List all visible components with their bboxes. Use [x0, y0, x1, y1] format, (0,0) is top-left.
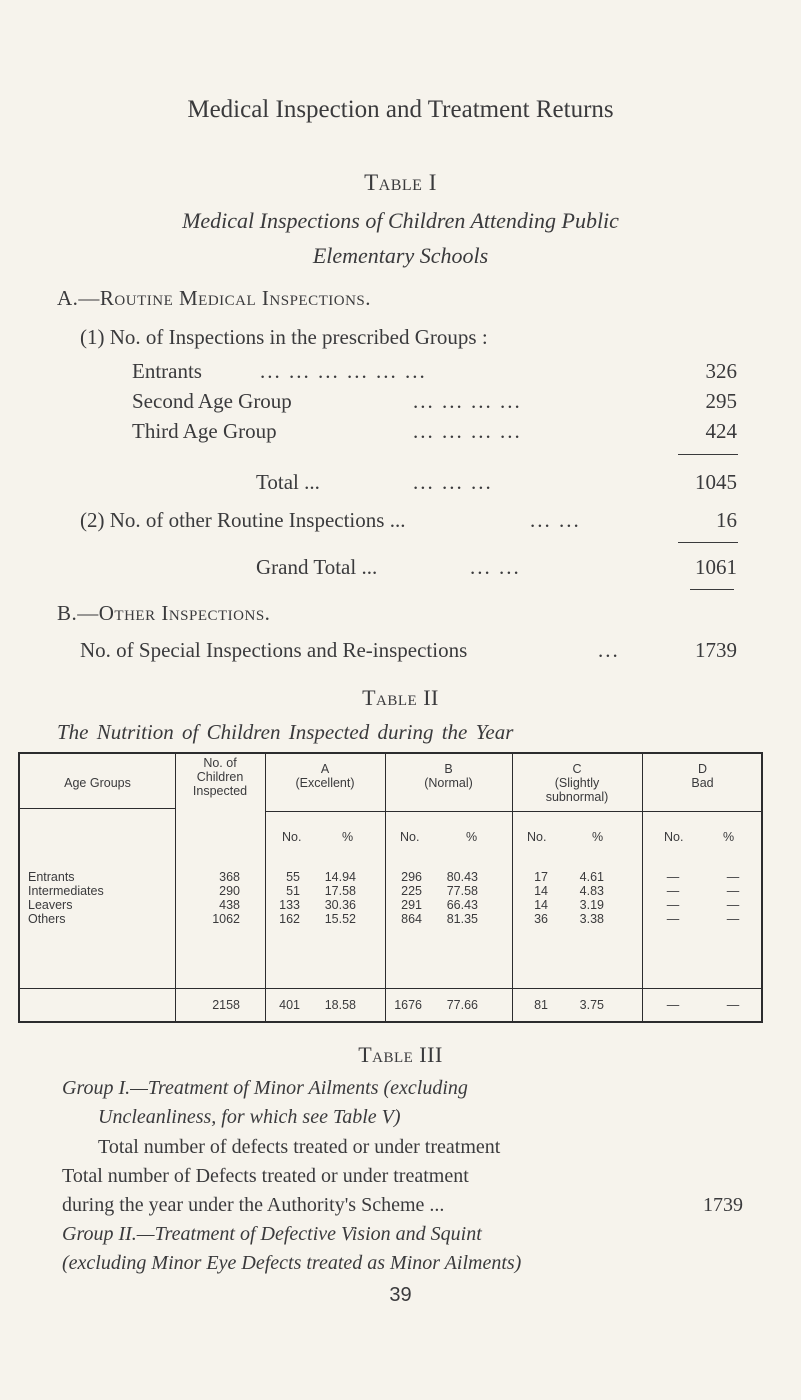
section-b-heading: B.—Other Inspections. — [57, 601, 271, 625]
section-a-heading: A.—Routine Medical Inspections. — [57, 286, 371, 310]
cell-children: 438 — [219, 898, 240, 912]
cell-c-no: 14 — [534, 898, 548, 912]
grand-total-value: 1061 — [695, 555, 737, 579]
subheader-b-no: No. — [400, 830, 420, 844]
header-a — [265, 762, 385, 790]
cell-d-no: — — [666, 884, 680, 898]
cell-b-no: 225 — [401, 884, 422, 898]
table1-subtitle-line1: Medical Inspections of Children Attending Public — [182, 208, 619, 233]
header-b-l2: (Normal) — [424, 776, 473, 790]
total-b-no: 1676 — [394, 998, 422, 1012]
cell-children: 1062 — [212, 912, 240, 926]
total-d-no: — — [666, 998, 680, 1012]
header-no-children — [175, 756, 265, 798]
cell-b-pct: 80.43 — [446, 870, 478, 884]
item2-label: (2) No. of other Routine Inspections ... — [80, 508, 406, 532]
header-c — [512, 762, 642, 804]
running-title: Medical Inspection and Treatment Returns — [187, 96, 614, 123]
total-c-no: 81 — [534, 998, 548, 1012]
subheader-d-no: No. — [664, 830, 684, 844]
cell-group: Intermediates — [28, 884, 104, 898]
table3-heading: Table III — [358, 1042, 443, 1067]
group-entrants-dots: ... ... ... ... ... ... — [260, 359, 427, 383]
group1-line2: Uncleanliness, for which see Table V) — [98, 1106, 401, 1128]
header-c-l3: subnormal) — [545, 790, 609, 804]
cell-children: 290 — [219, 884, 240, 898]
cell-b-pct: 77.58 — [446, 884, 478, 898]
group-entrants-label: Entrants — [132, 359, 202, 383]
group-second-age-dots: ... ... ... ... — [413, 389, 522, 413]
total-a-pct: 18.58 — [324, 998, 356, 1012]
header-a-l2: (Excellent) — [295, 776, 355, 790]
cell-a-pct: 30.36 — [324, 898, 356, 912]
cell-d-pct: — — [726, 870, 740, 884]
grand-total-underline — [690, 589, 734, 590]
cell-c-pct: 3.19 — [579, 898, 604, 912]
group-third-age-dots: ... ... ... ... — [413, 419, 522, 443]
cell-d-no: — — [666, 912, 680, 926]
cell-d-no: — — [666, 870, 680, 884]
header-b-l1: B — [444, 762, 453, 776]
header-no-children-l1: No. of — [203, 756, 237, 770]
subtotal-rule — [678, 454, 738, 455]
subheader-b-pct: % — [466, 830, 478, 844]
subheader-c-pct: % — [592, 830, 604, 844]
table2-heading: Table II — [362, 685, 439, 710]
page-number: 39 — [389, 1284, 412, 1306]
subheader-c-no: No. — [527, 830, 547, 844]
group1-line1: Group I.—Treatment of Minor Ailments (excluding — [62, 1077, 468, 1099]
header-c-l1: C — [572, 762, 582, 776]
cell-d-no: — — [666, 898, 680, 912]
table3-text-line1: Total number of defects treated or under treatment — [98, 1136, 501, 1158]
cell-a-no: 133 — [279, 898, 300, 912]
grand-total-rule — [678, 542, 738, 543]
group-second-age-value: 295 — [705, 389, 737, 413]
cell-b-no: 291 — [401, 898, 422, 912]
group2-line1: Group II.—Treatment of Defective Vision and Squint — [62, 1223, 482, 1245]
col-divider-5 — [642, 754, 643, 1021]
header-d-l2: Bad — [691, 776, 714, 790]
cell-b-no: 296 — [401, 870, 422, 884]
header-c-l2: (Slightly — [554, 776, 600, 790]
special-label: No. of Special Inspections and Re-inspections — [80, 638, 468, 662]
cell-a-pct: 14.94 — [324, 870, 356, 884]
special-value: 1739 — [695, 638, 737, 662]
subheader-d-pct: % — [723, 830, 735, 844]
total-d-pct: — — [726, 998, 740, 1012]
cell-b-no: 864 — [401, 912, 422, 926]
total-label: Total ... — [256, 470, 320, 494]
table3-text-line2: Total number of Defects treated or under treatment — [62, 1165, 469, 1187]
item2-dots: ... ... — [530, 508, 581, 532]
cell-group: Leavers — [28, 898, 73, 912]
cell-a-pct: 17.58 — [324, 884, 356, 898]
cell-c-no: 14 — [534, 884, 548, 898]
total-a-no: 401 — [279, 998, 300, 1012]
cell-children: 368 — [219, 870, 240, 884]
header-a-l1: A — [320, 762, 330, 776]
header-rule-left — [20, 808, 175, 809]
col-divider-3 — [385, 754, 386, 1021]
cell-c-no: 36 — [534, 912, 548, 926]
item2-value: 16 — [716, 508, 737, 532]
group-entrants-value: 326 — [705, 359, 737, 383]
cell-c-pct: 4.83 — [579, 884, 604, 898]
group2-line2: (excluding Minor Eye Defects treated as Minor Ailments) — [62, 1252, 522, 1274]
header-no-children-l3: Inspected — [192, 784, 248, 798]
cell-a-no: 51 — [286, 884, 300, 898]
total-value: 1045 — [695, 470, 737, 494]
header-d — [642, 762, 763, 790]
cell-d-pct: — — [726, 912, 740, 926]
col-divider-2 — [265, 754, 266, 1021]
cell-a-pct: 15.52 — [324, 912, 356, 926]
table2-subtitle: The Nutrition of Children Inspected during the Year — [57, 720, 514, 744]
totals-rule — [175, 988, 763, 989]
group-third-age-label: Third Age Group — [132, 419, 277, 443]
table3-value: 1739 — [703, 1194, 743, 1216]
table1-subtitle-line2: Elementary Schools — [312, 243, 489, 268]
total-b-pct: 77.66 — [446, 998, 478, 1012]
cell-b-pct: 66.43 — [446, 898, 478, 912]
header-no-children-l2: Children — [196, 770, 244, 784]
cell-a-no: 55 — [286, 870, 300, 884]
cell-group: Others — [28, 912, 66, 926]
cell-d-pct: — — [726, 898, 740, 912]
item1-label: (1) No. of Inspections in the prescribed Groups : — [80, 325, 488, 349]
cell-b-pct: 81.35 — [446, 912, 478, 926]
group-third-age-value: 424 — [705, 419, 737, 443]
header-b — [385, 762, 512, 790]
group-second-age-label: Second Age Group — [132, 389, 292, 413]
cell-c-no: 17 — [534, 870, 548, 884]
cell-a-no: 162 — [279, 912, 300, 926]
special-dots: ... — [598, 638, 620, 662]
cell-d-pct: — — [726, 884, 740, 898]
grand-total-label: Grand Total ... — [256, 555, 378, 579]
table1-heading: Table I — [364, 170, 437, 195]
cell-c-pct: 3.38 — [579, 912, 604, 926]
cell-c-pct: 4.61 — [579, 870, 604, 884]
total-dots: ... ... ... — [413, 470, 493, 494]
subheader-a-pct: % — [342, 830, 354, 844]
header-age-groups: Age Groups — [64, 776, 131, 790]
header-subrule — [265, 811, 763, 812]
totals-rule-left — [20, 988, 175, 989]
cell-group: Entrants — [28, 870, 75, 884]
table3-text-line3: during the year under the Authority's Scheme ... — [62, 1194, 445, 1216]
subheader-a-no: No. — [282, 830, 302, 844]
total-children: 2158 — [212, 998, 240, 1012]
grand-total-dots: ... ... — [470, 555, 521, 579]
nutrition-table — [18, 752, 763, 1023]
header-d-l1: D — [697, 762, 708, 776]
total-c-pct: 3.75 — [579, 998, 604, 1012]
